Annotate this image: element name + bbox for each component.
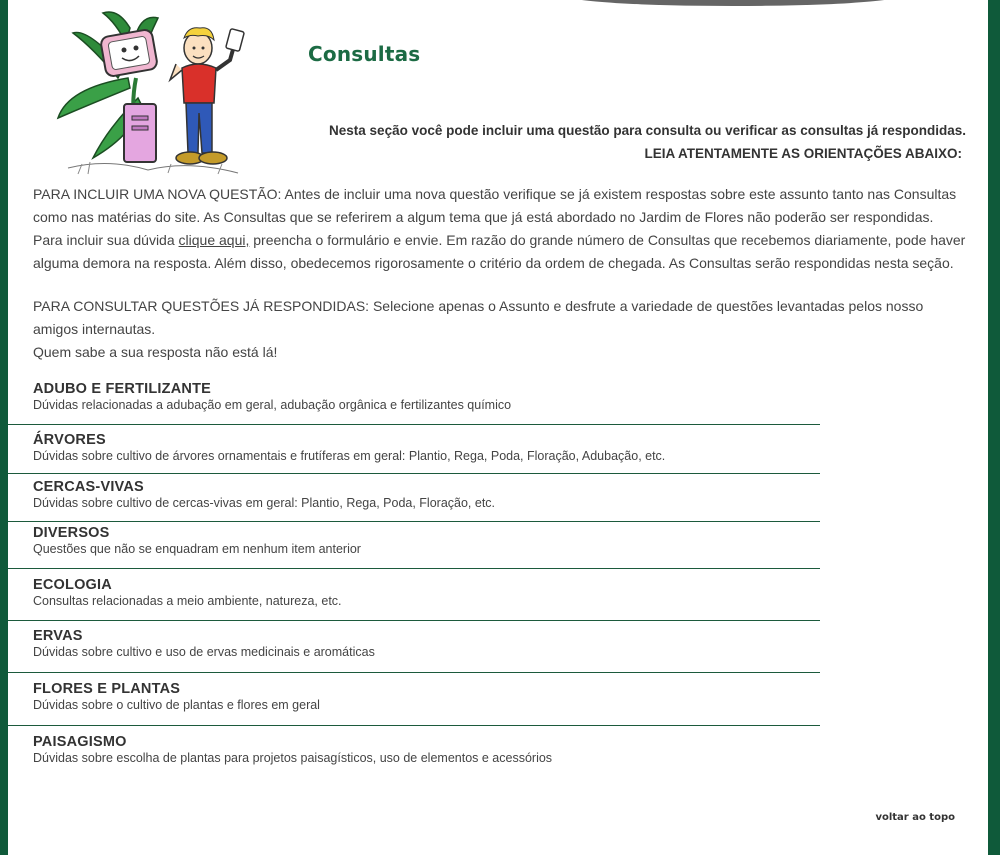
topic-desc-adubo: Dúvidas relacionadas a adubação em geral, adubação orgânica e fertilizantes químico <box>33 398 512 412</box>
header-decoration <box>568 0 898 6</box>
topic-desc-ecologia: Consultas relacionadas a meio ambiente, natureza, etc. <box>33 594 342 608</box>
topic-link-arvores[interactable]: ÁRVORES <box>33 432 106 448</box>
topic-item-ervas <box>8 628 820 673</box>
topic-item-cercas-vivas <box>8 479 820 522</box>
intro-notice: LEIA ATENTAMENTE AS ORIENTAÇÕES ABAIXO: <box>644 146 962 161</box>
topic-item-arvores <box>8 432 820 474</box>
topic-item-ecologia <box>8 577 820 621</box>
topic-link-ervas[interactable]: ERVAS <box>33 628 83 644</box>
include-text-1: PARA INCLUIR UMA NOVA QUESTÃO: Antes de incluir uma nova questão verifique se já existem respostas sobre este assunto tanto nas Consultas como nas matérias do site. As Consultas que se referirem a algum tema que já está abordado no Jardim de Flores não poderão ser respondidas. <box>33 186 957 225</box>
topic-desc-flores-plantas: Dúvidas sobre o cultivo de plantas e flores em geral <box>33 698 320 712</box>
topic-desc-arvores: Dúvidas sobre cultivo de árvores ornamentais e frutíferas em geral: Plantio, Rega, Poda, Floração, Adubação, etc. <box>33 449 666 463</box>
topic-link-paisagismo[interactable]: PAISAGISMO <box>33 734 127 750</box>
topic-item-flores-plantas <box>8 681 820 726</box>
topic-item-adubo <box>8 381 820 425</box>
topic-item-paisagismo <box>8 734 820 774</box>
plant-computer-mascot-illustration <box>48 8 248 180</box>
back-to-top-link[interactable]: voltar ao topo <box>875 812 955 823</box>
topic-item-diversos <box>8 525 820 569</box>
include-instructions <box>33 183 968 275</box>
topic-desc-paisagismo: Dúvidas sobre escolha de plantas para projetos paisagísticos, uso de elementos e acessórios <box>33 751 553 765</box>
topic-link-diversos[interactable]: DIVERSOS <box>33 525 110 541</box>
topic-link-cercas-vivas[interactable]: CERCAS-VIVAS <box>33 479 144 495</box>
consult-instructions <box>33 295 968 364</box>
include-text-2-suffix: preencha o formulário e envie. Em razão do grande número de Consultas que recebemos diariamente, pode haver alguma demora na resposta. Além disso, obedecemos rigorosamente o critério da ordem de chegada. As Consultas serão respondidas nesta seção. <box>33 232 966 271</box>
consult-text-2: Quem sabe a sua resposta não está lá! <box>33 344 278 360</box>
click-here-link[interactable]: clique aqui, <box>178 232 250 248</box>
topic-desc-diversos: Questões que não se enquadram em nenhum item anterior <box>33 542 361 556</box>
topic-link-adubo[interactable]: ADUBO E FERTILIZANTE <box>33 381 211 397</box>
page-title: Consultas <box>308 42 421 66</box>
consult-text-1: PARA CONSULTAR QUESTÕES JÁ RESPONDIDAS: Selecione apenas o Assunto e desfrute a variedade de questões levantadas pelos nosso amigos internautas. <box>33 298 924 337</box>
content-page <box>8 0 988 855</box>
topic-desc-ervas: Dúvidas sobre cultivo e uso de ervas medicinais e aromáticas <box>33 645 375 659</box>
topic-link-flores-plantas[interactable]: FLORES E PLANTAS <box>33 681 181 697</box>
intro-text: Nesta seção você pode incluir uma questão para consulta ou verificar as consultas já respondidas. <box>329 123 966 138</box>
topic-link-ecologia[interactable]: ECOLOGIA <box>33 577 112 593</box>
include-text-2-prefix: Para incluir sua dúvida <box>33 232 179 248</box>
topic-desc-cercas-vivas: Dúvidas sobre cultivo de cercas-vivas em geral: Plantio, Rega, Poda, Floração, etc. <box>33 496 496 510</box>
intro-block <box>329 119 966 165</box>
